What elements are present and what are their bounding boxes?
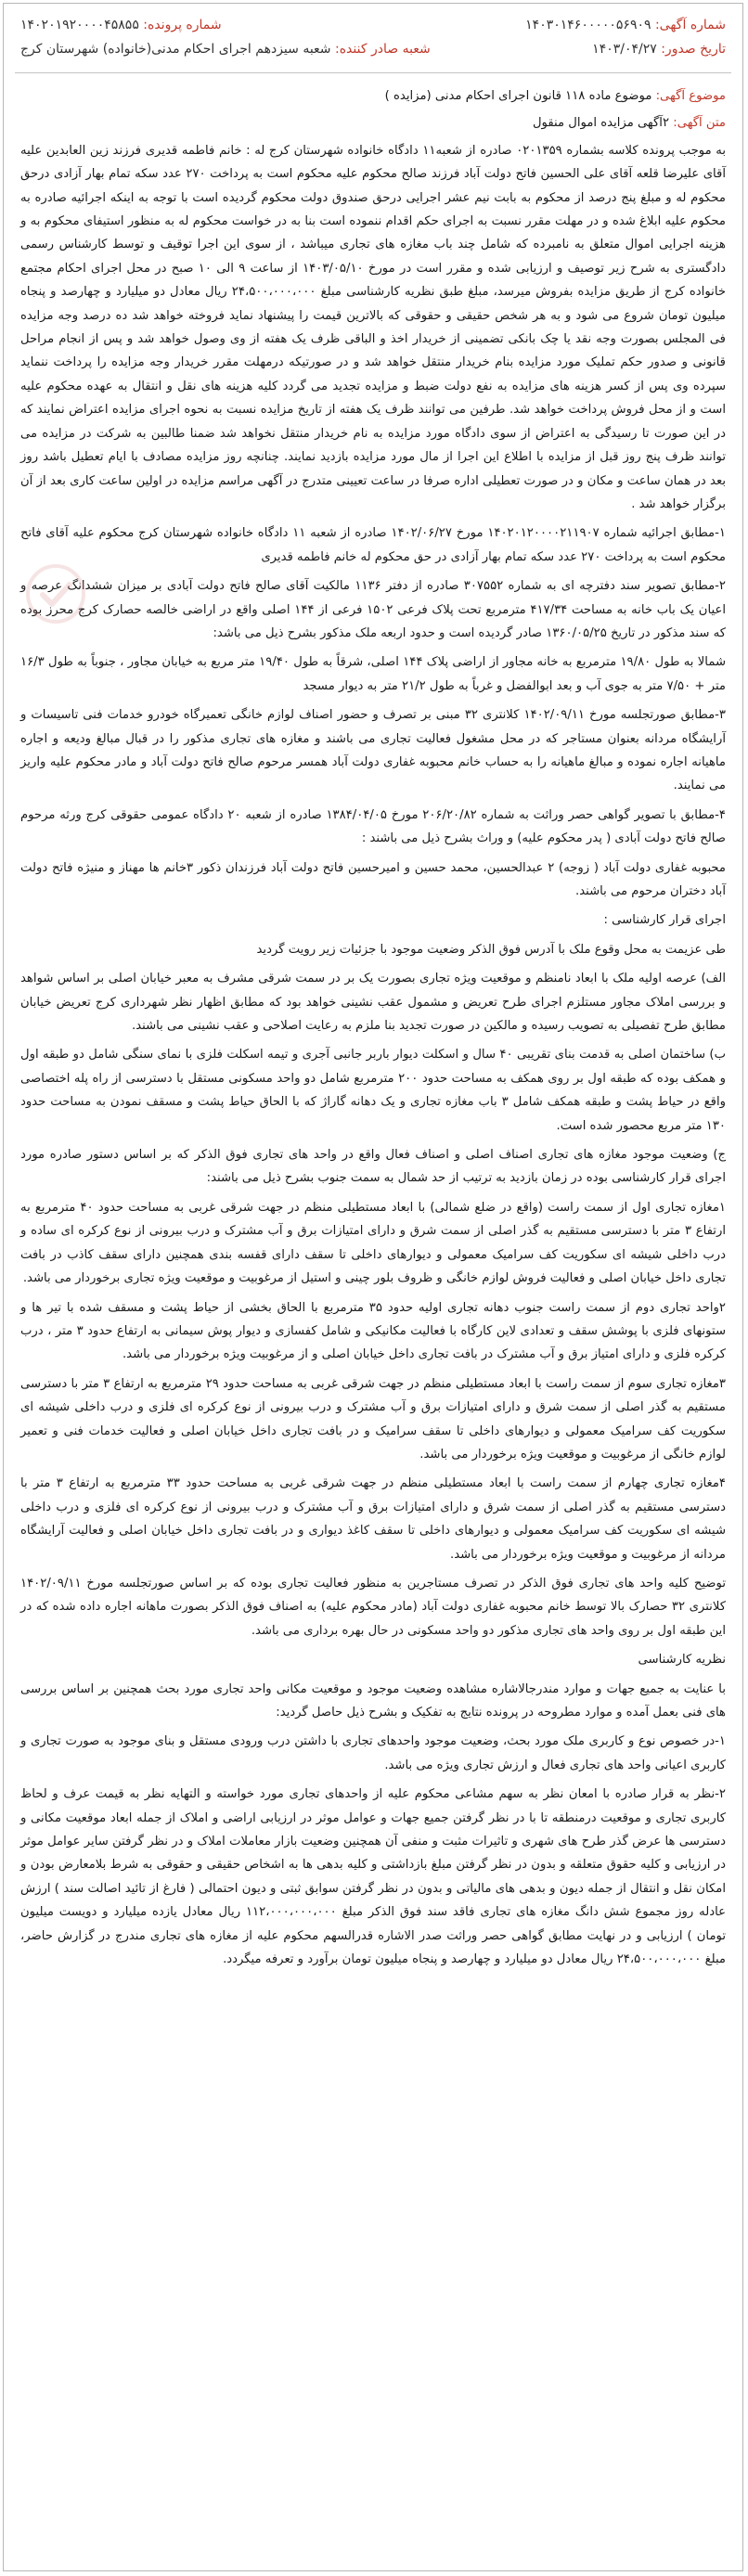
paragraph-boundaries: شمالا به طول ۱۹/۸۰ مترمربع به خانه مجاور از اراضی پلاک ۱۴۴ اصلی، شرقاً به طول ۱۹/۴۰ متر مربع به خیابان مجاور ، جنوباً به طول ۱۶/۳ متر + ۷/۵۰ متر به جوی آب و بعد ابوالفضل و غرباً به طول ۲۱/۲ متر به دیوار مسجد (20, 655, 726, 693)
paragraph-opinion-heading: نظریه کارشناسی (638, 1653, 726, 1668)
header-row-2 (20, 37, 726, 61)
issue-date: ۱۴۰۳/۰۴/۲۷ (592, 42, 657, 57)
title-text: ۲آگهی مزایده اموال منقول (532, 116, 670, 131)
issuer: شعبه سیزدهم اجرای احکام مدنی(خانواده) شهرستان کرج (20, 42, 331, 57)
ad-number-label: شماره آگهی: (654, 18, 726, 32)
issuer-label: شعبه صادر کننده: (335, 42, 431, 57)
paragraph-be: ب) ساختمان اصلی به قدمت بنای تقریبی ۴۰ سال و اسکلت دیوار باربر جانبی آجری و تیمه اسکلت فلزی با نمای سنگی شامل دو طبقه اول و همکف بوده که طبقه اول بر روی همکف به مساحت حدود ۲۰۰ مترمربع شامل دو واحد مسکونی مستقل با دسترسی از راه پله اختصاصی واقع در حیاط پشت و طبقه همکف شامل ۳ باب مغازه تجاری و یک دهانه گاراژ که با الحاق حیاط پشت و مسقف نمودن به مساحت حدود ۱۳۰ متر مربع محصور شده است. (20, 1048, 727, 1133)
paragraph-expert-heading: اجرای قرار کارشناسی : (603, 913, 726, 928)
ad-header (4, 4, 742, 69)
subject-text: موضوع ماده ۱۱۸ قانون اجرای احکام مدنی (مزایده ) (384, 89, 652, 103)
paragraph-shop-2: ۲واحد تجاری دوم از سمت راست جنوب دهانه تجاری اولیه حدود ۳۵ مترمربع با الحاق بخشی از حیاط پشت و مسقف شده با تیر ها و ستونهای فلزی با پوشش سقف و تعدادی لاین کارگاه با فعالیت مکانیکی و شامل کفسازی و دیوار پوش سیمانی به ارتفاع حدود ۳ متر ، درب کرکره فلزی و دارای امتیاز برق و آب مشترک در بافت تجاری داخل خیابان اصلی و از مرغوبیت ویژه برخوردار می باشد. (20, 1300, 727, 1362)
paragraph-heirs: محبوبه غفاری دولت آباد ( زوجه) ۲ عبدالحسین، محمد حسین و امیرحسین فاتح دولت آباد فرزندان ذکور ۳خانم ها مهناز و منیژه فاتح دولت آباد دختران مرحوم می باشند. (20, 860, 727, 898)
paragraph-shop-1: ۱مغازه تجاری اول از سمت راست (واقع در ضلع شمالی) با ابعاد مستطیلی منظم در جهت شرقی غربی به مساحت حدود ۴۰ مترمربع به ارتفاع ۳ متر با دسترسی مستقیم به گذر اصلی از سمت شرق و دارای امتیازات برق و آب مشترک و درب بیرونی از نوع کرکره ای ساده و درب داخلی شیشه ای سکوریت کف سرامیک معمولی و دیوارهای داخلی تا سقف دارای قفسه بندی همچنین دارای سقف کاذب در بافت تجاری داخل خیابان اصلی و فعالیت فروش لوازم خانگی و ظروف بلور چینی و استیل از مرغوبیت و موقعیت ویژه تجاری برخوردار می باشد. (20, 1200, 726, 1286)
paragraph-intro: به موجب پرونده کلاسه بشماره ۰۲۰۱۳۵۹ صادره از شعبه۱۱ دادگاه خانواده شهرستان کرج له : خانم فاطمه قدیری فرزند زین العابدین علیه آقای علیرضا قلعه آقای علی الحسین فاتح دولت آباد فرزند صالح محکوم علیه محکوم است به پرداخت ۲۷۰ عدد سکه تمام بهار آزادی درحق محکوم له و مبلغ پنج درصد از محکوم به بابت نیم عشر اجرایی درحق صندوق دولت محکوم گردیده است با توجه به اینکه اجرائیه صادره به محکوم علیه ابلاغ شده و در مهلت مقرر نسبت به اجرای حکم اقدام ننموده است بنا به در خواست محکوم له به منظور استیفای محکوم به و هزینه اجرایی اموال متعلق به نامبرده که شامل چند باب مغازه های تجاری میباشد ، از سوی این اجرا توقیف و توسط کارشناس رسمی دادگستری به شرح زیر توصیف و ارزیابی شده و مقرر است در مورخ ۱۴۰۳/۰۵/۱۰ از ساعت ۹ الی ۱۰ صبح در محل اجرای احکام مجتمع خانواده کرج از طریق مزایده بفروش میرسد، مبلغ طبق نظریه کارشناسی مبلغ ۲۴،۵۰۰،۰۰۰،۰۰۰ ریال معادل دو میلیارد و چهارصد و پنجاه میلیون تومان شروع می شود و به هر شخص حقیقی و حقوقی که بالاترین قیمت را پیشنهاد نماید فروخته خواهد شد ده درصد وجه مزایده فی المجلس بصورت وجه نقد یا چک بانکی تضمینی از خریدار اخذ و الباقی ظرف یک هفته از وی وصول خواهد شد و پس از انجام مراحل قانونی و صدور حکم تملیک مورد مزایده بنام خریدار منتقل خواهد شد و در صورتیکه درمهلت مقرر خریدار وجه مزایده را پرداخت ننماید سپرده وی پس از کسر هزینه های مزایده به نفع دولت ضبط و مزایده تجدید می گردد کلیه هزینه های نقل و انتقال به عهده محکوم علیه است و از محل فروش پرداخت خواهد شد. طرفین می توانند ظرف یک هفته از تاریخ مزایده نسبت به نحوه اجرای مزایده اعتراض نمایند که در این صورت تا رسیدگی به اعتراض از سوی دادگاه مورد مزایده به نام خریدار منتقل نخواهد شد ضمنا طالبین به شرکت در مزایده می توانند ظرف پنج روز قبل از مزایده با اطلاع این اجرا از مال مورد مزایده بازدید نمایند. چنانچه روز مزایده مصادف با ایام تعطیل باشد روز بعد در همان ساعت و مکان و در صورت تعطیلی اداره صرفا در ساعت تعیینی متدرج در آگهی مراسم مزایده در اولین ساعت کاری بعد از آن برگزار خواهد شد . (20, 143, 727, 511)
letter-number: ۱۴۰۲۰۱۹۲۰۰۰۰۴۵۸۵۵ (20, 18, 139, 32)
paragraph-opinion-2: ۲-نظر به قرار صادره با امعان نظر به سهم مشاعی محکوم علیه از واحدهای تجاری مورد خواسته و التهایه نظر به قیمت عرف و لحاظ کاربری تجاری و موقعیت درمنطقه تا با در نظر گرفتن جمیع جهات و عوامل موثر در ارزیابی اراضی و املاک از جمله ابعاد موقعیت مکانی و دسترسی ها عرض گذر طرح های شهری و تاثیرات مثبت و منفی آن همچنین وضعیت بازار معاملات املاک و در نظر گرفتن سایر عوامل موثر در ارزیابی و کلیه حقوق متعلقه و بدون در نظر گرفتن مبلغ بازداشتی و کلیه بدهی ها به اشخاص حقیقی و حقوقی به شرط بلامعارض بودن و امکان نقل و انتقال از جمله دیون و بدهی های مالیاتی و بدون در نظر گرفتن سوابق ثبتی و دیون احتمالی ( فارغ از تائید اصالت سند ) ارزش عادله روز مجموع شش دانگ مغازه های تجاری فاقد سند فوق الذکر مبلغ ۱۱۲،۰۰۰،۰۰۰،۰۰۰ ریال معادل یازده میلیارد و دویست میلیون تومان ) ارزیابی و در نهایت مطابق گواهی حصر وراثت صدر الاشاره قدرالسهم محکوم علیه از مغازه های تجاری مندرج در گزارش حاضر، مبلغ ۲۴،۵۰۰،۰۰۰،۰۰۰ ریال معادل دو میلیارد و چهارصد و پنجاه میلیون تومان برآورد و تعرفه میگردد. (20, 1787, 727, 1967)
paragraph-explanation: توضیح کلیه واحد های تجاری فوق الذکر در تصرف مستاجرین به منظور فعالیت تجاری بوده که بر اساس صورتجلسه مورخ ۱۴۰۲/۰۹/۱۱ کلانتری ۳۲ حصارک بالا توسط خانم محبوبه غفاری دولت آباد (مادر محکوم علیه) به اصناف فوق الذکر بصورت ماهانه اجاره داده شده که در این طبقه اول بر روی واحد های تجاری مذکور دو واحد مسکونی در حال بهره برداری می باشد. (20, 1576, 726, 1638)
ad-number-field (525, 13, 726, 37)
letter-number-field (20, 13, 222, 37)
paragraph-item-4: ۴-مطابق با تصویر گواهی حصر وراثت به شماره ۲۰۶/۲۰/۸۲ مورخ ۱۳۸۴/۰۴/۰۵ صادره از شعبه ۲۰ دادگاه عمومی حقوقی کرج ورثه مرحوم صالح فاتح دولت آبادی ( پدر محکوم علیه) و وراث بشرح ذیل می باشند : (20, 807, 726, 846)
paragraph-visit: طی عزیمت به محل وقوع ملک با آدرس فوق الذکر وضعیت موجود با جزئیات زیر رویت گردید (256, 942, 726, 957)
header-divider (15, 72, 731, 73)
issue-date-field (592, 37, 726, 61)
paragraph-item-2: ۲-مطابق تصویر سند دفترچه ای به شماره ۳۰۷۵۵۲ صادره از دفتر ۱۱۳۶ مالکیت آقای صالح فاتح دولت آبادی بر میزان ششدانگ عرصه و اعیان یک باب خانه به مساحت ۴۱۷/۳۴ مترمربع تحت پلاک فرعی ۱۵۰۲ فرعی از ۱۴۴ اصلی واقع در اراضی خالصه حصارک کرج محرز بوده که سند مذکور در تاریخ ۱۳۶۰/۰۵/۲۵ صادر گردیده است و حدود اربعه ملک مذکور بشرح ذیل می باشد: (20, 579, 726, 640)
title-line (20, 111, 726, 135)
paragraph-jim: ج) وضعیت موجود مغازه های تجاری اصناف اصلی و اصناف فعال واقع در واحد های تجاری فوق الذکر که بر اساس دستور صادره مورد اجرای قرار کارشناسی بوده در زمان بازدید به ترتیب از حد شمال به سمت جنوب بشرح ذیل می باشند: (20, 1148, 726, 1186)
letter-number-label: شماره پرونده: (143, 18, 222, 32)
ad-document (3, 3, 743, 2571)
subject-label: موضوع آگهی: (655, 89, 726, 103)
paragraph-shop-4: ۴مغازه تجاری چهارم از سمت راست با ابعاد مستطیلی منظم در جهت شرقی غربی به مساحت حدود ۳۳ مترمربع به ارتفاع ۳ متر با دسترسی مستقیم به گذر اصلی از سمت شرق و دارای امتیازات برق و آب مشترک و درب بیرونی از نوع کرکره ای فلزی و درب داخلی شیشه ای سکوریت کف سرامیک معمولی و دیوارهای داخلی تا سقف کاغذ دیواری و در بافت تجاری داخل خیابان اصلی و فعالیت آرایشگاه مردانه از مرغوبیت و موقعیت ویژه برخوردار می باشد. (20, 1476, 726, 1562)
subject-line (20, 84, 726, 108)
paragraph-item-3: ۳-مطابق صورتجلسه مورخ ۱۴۰۲/۰۹/۱۱ کلانتری ۳۲ مبنی بر تصرف و حضور اصناف لوازم خانگی تعمیرگاه خودرو خدمات فنی تاسیسات و آرایشگاه مردانه بعنوان مستاجر که در محل مشغول فعالیت تجاری می باشند و مغازه های تجاری مذکور را در قبال مبالغ ودیعه و اجاره ماهیانه اجاره نموده و مبالغ ماهیانه را به حساب خانم محبوبه غفاری دولت آباد همسر مرحوم صالح فاتح دولت آباد و مادر محکوم علیه واریز می نمایند. (20, 708, 726, 793)
paragraph-opinion-intro: با عنایت به جمیع جهات و موارد مندرجالاشاره مشاهده وضعیت موجود و موقعیت مکانی واحد تجاری مورد بحث همچنین بر اساس بررسی های فنی بعمل آمده و موارد مطروحه در پرونده نتایج به تفکیک و بشرح ذیل حاصل گردید: (20, 1681, 726, 1719)
paragraph-shop-3: ۳مغازه تجاری سوم از سمت راست با ابعاد مستطیلی منظم در جهت شرقی غربی به مساحت حدود ۲۹ مترمربع به ارتفاع ۳ متر با دسترسی مستقیم به گذر اصلی از سمت شرق و دارای امتیازات برق و آب مشترک و درب بیرونی از نوع کرکره ای فلزی و درب داخلی شیشه ای سکوریت کف سرامیک معمولی و دیوارهای داخلی تا سقف سرامیک و در بافت تجاری داخل خیابان اصلی و فعالیت خدمات فنی و تعمیر لوازم خانگی از مرغوبیت و موقعیت ویژه برخوردار می باشد. (20, 1376, 726, 1462)
ad-number: ۱۴۰۳۰۱۴۶۰۰۰۰۰۵۶۹۰۹ (525, 18, 651, 32)
checkmark-watermark-icon (22, 560, 89, 627)
ad-body (4, 79, 742, 1986)
header-row-1 (20, 13, 726, 37)
title-label: متن آگهی: (673, 116, 726, 131)
paragraph-alef: الف) عرصه اولیه ملک با ابعاد نامنظم و موقعیت ویژه تجاری بصورت یک بر در سمت شرقی مشرف به معبر خیابان اصلی بر اساس شواهد و بررسی املاک مجاور مستلزم اجرای طرح تعریض و مشمول عقب نشینی خواهد بود که مطابق اظهار نظر شهرداری کرج تعریض خیابان مطابق طرح تفصیلی به تصویب رسیده و مالکین در صورت تجدید بنا ملزم به رعایت اصلاحی و عقب نشینی می باشند. (20, 972, 726, 1034)
paragraph-opinion-1: ۱-در خصوص نوع و کاربری ملک مورد بحث، وضعیت موجود واحدهای تجاری با داشتن درب ورودی مستقل و بنای موجود به صورت تجاری و کاربری اعیانی واحد های تجاری فعال و ارزش تجاری ویژه می باشد. (20, 1734, 726, 1772)
paragraph-item-1: ۱-مطابق اجرائیه شماره ۱۴۰۲۰۱۲۰۰۰۰۲۱۱۹۰۷ مورخ ۱۴۰۲/۰۶/۲۷ صادره از شعبه ۱۱ دادگاه خانواده شهرستان کرج محکوم علیه آقای فاتح محکوم است به پرداخت ۲۷۰ عدد سکه تمام بهار آزادی در حق محکوم له خانم فاطمه قدیری (20, 526, 726, 564)
issuer-field (20, 37, 431, 61)
issue-date-label: تاریخ صدور: (661, 42, 726, 57)
